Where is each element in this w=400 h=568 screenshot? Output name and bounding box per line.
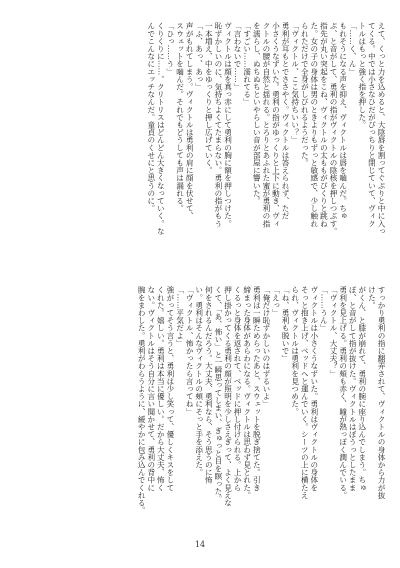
text-line: 強がってそう言うと、勇利は少し笑って、優しくキスをして (165, 286, 175, 492)
text-line: がくん、と膝が崩れて、勇利の腕に座り込んでしまう。ちゅ (357, 286, 367, 492)
text-line: すっかり勇利の指に翻弄されて、ヴィクトルの身体から力が抜 (377, 286, 386, 499)
text-line: くりくりに……。クリトリスはどんどん大きくなっていく。な (156, 22, 166, 235)
text-line: 「すごい……濡れてる」 (242, 22, 252, 106)
text-line: 「ヴィクトル、怖かったら言ってね」 (185, 286, 195, 416)
text-block-upper (14, 22, 386, 254)
text-line: い。勇利はそんなヴィクトルの頰にそっと手を添えた。 (194, 286, 204, 476)
text-line: えて、くっと力を込めると、大陰唇を割ってぐぷりと中に入っ (377, 22, 386, 235)
text-line: 「えっ」 (271, 286, 281, 317)
text-line: ぽ、と音がして指が抜けた。ヴィクトルはぼうっとしたまま (348, 286, 358, 492)
text-line: 押し掛かってくる勇利の顔が照明を少しさえぎって、よく見えな (223, 286, 233, 507)
text-line: てくる。中では小さなひだがぴっちりと閉じていて、ヴィク (367, 22, 377, 228)
text-line: 「……平気だよ」 (175, 286, 185, 347)
text-line: 勇利を見上げる。勇利の頰も赤く、瞳が熱っぽく潤んでいる。 (338, 286, 348, 499)
text-block-lower (14, 286, 386, 518)
text-line: 声がもれてしまう。ヴィクトルは勇利の肩に顔を伏せて、 (185, 22, 195, 220)
text-line: 恥ずかしいのに、気持ちよくてたまらない。勇利の指がもう (213, 22, 223, 228)
text-line: 指先が丸い突起をこね、ヴィクトルの太ももがびくりと跳ね (319, 22, 329, 228)
text-line: 「……く、ん」 (348, 22, 358, 76)
text-line: トルはもっと強く指を押した。 (357, 22, 367, 129)
text-line: 「ひっ……う」 (165, 22, 175, 76)
text-line: られ、ヴィクトルは勇利を見つめた。 (290, 286, 300, 416)
text-line: 「ヴィクトル、大丈夫？」 (329, 286, 339, 378)
text-line: もれそうになる声を抑え、ヴィクトルは唇を嚙んだ。ちゅ (338, 22, 348, 220)
text-line: 腕をまわした。勇利がわらうように、緩やかに包み込んでくれる。 (137, 286, 147, 514)
text-line: ぷ、と音がして、勇利の指がヴィクトルの陰核を押しつぶす。 (329, 22, 339, 235)
text-line: を濡らし、ぬちぬちといやらしい音が部屋に響いた。 (252, 22, 262, 205)
text-line: 一本増え、中をゆっくりと押し広げていく。 (204, 22, 214, 174)
text-line: 「言わないで……」 (233, 22, 243, 91)
text-line: ない。ヴィクトルはそう自分に言い聞かせて、勇利の背中に (146, 286, 156, 492)
text-line: 勇利は一瞬ためらったあと、スウェットを脱ぎ捨てた。引き (252, 286, 262, 492)
text-line: クトルの腰が自然と揺れる。とろりとあふれた蜜が勇利の指 (261, 22, 271, 228)
page-number: 14 (194, 540, 206, 549)
text-line: 小さくうなずいた。勇利の指がゆっくりと上下に動き、ヴィ (271, 22, 281, 228)
text-line: くて、「あ、怖い」と一瞬思ってしまい、ぎゅっと目を瞑った。 (213, 286, 223, 503)
text-line: くれた。嬉しい。勇利は本当に優しい。だから大丈夫、怖く (156, 286, 166, 492)
text-line: スウェットを嚙んだ。それでもどうしても声は漏れる。 (175, 22, 185, 212)
text-line: た。女の子の身体は男のときよりもずっと敏感で、少し触れ (309, 22, 319, 228)
text-line: 「俺だけ恥ずかしいのはずるいよ」 (261, 286, 271, 408)
text-line: んでこんなにエッチなんだ。童貞のくせにと思うのに。 (146, 22, 156, 212)
text-line: そっと抱き上げ、ベッドへと運んでいく。シーツの上に横たえ (300, 286, 310, 499)
text-line: 「……うん」 (319, 286, 329, 332)
text-line: 「ね、勇利も脱いで」 (281, 286, 291, 362)
text-line: ヴィクトルは小さくうなずいた。勇利はヴィクトルの身体を (309, 286, 319, 492)
text-line: 「ふ、あっ、あっ」 (194, 22, 204, 91)
text-line: くるっと身体を返されて、ベッドに押し付けられる。上から (233, 286, 243, 492)
text-line: 何をされるんだろう。大丈夫、勇利なら、そう思うのに怖 (204, 286, 214, 484)
text-line: 勇利が耳もとでささやく。ヴィクトルは答えられず、ただ (281, 22, 291, 220)
text-line: 締まった身体があらわになる。ヴィクトルは思わず見とれた。 (242, 286, 252, 499)
text-line: られただけで全身がしびれるようだった。 (300, 22, 310, 167)
text-line: 「ヴィクトル、ここ気持ちいい？」 (290, 22, 300, 144)
text-line: けた。 (367, 286, 377, 309)
text-line: ヴィクトルは顔を真っ赤にして勇利の胸に額を押しつけた。 (223, 22, 233, 228)
